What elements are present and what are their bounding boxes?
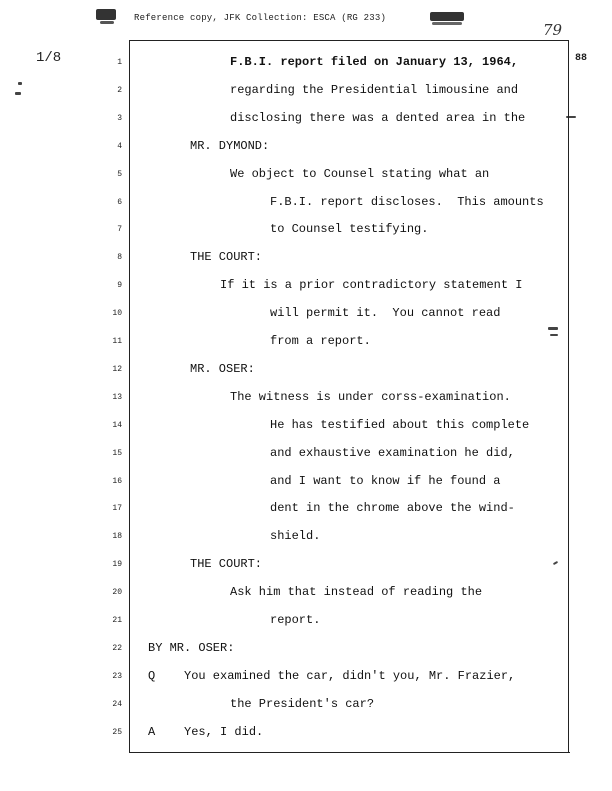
- transcript-line: BY MR. OSER:: [148, 640, 235, 655]
- line-number: 18: [112, 532, 122, 542]
- line-number: 3: [117, 113, 122, 123]
- transcript-line: A Yes, I did.: [148, 724, 264, 739]
- transcript-frame-right: [568, 40, 569, 752]
- margin-mark: 88: [575, 53, 588, 64]
- left-margin-smudge: [15, 92, 21, 95]
- transcript-line: to Counsel testifying.: [270, 222, 429, 237]
- transcript-line: MR. OSER:: [190, 361, 255, 376]
- redaction-stamp-left-underline: [100, 21, 114, 24]
- transcript-line: F.B.I. report filed on January 13, 1964,: [230, 55, 519, 69]
- transcript-line: from a report.: [270, 334, 371, 348]
- collection-header: Reference copy, JFK Collection: ESCA (RG 233): [134, 13, 387, 23]
- line-number: 11: [112, 337, 122, 346]
- transcript-line: and exhaustive examination he did,: [270, 445, 515, 460]
- transcript-line: He has testified about this complete: [270, 417, 530, 432]
- line-number: 16: [112, 476, 122, 486]
- transcript-line: The witness is under corss-examination.: [230, 389, 511, 404]
- transcript-line: Ask him that instead of reading the: [230, 585, 483, 600]
- left-margin-smudge: [18, 82, 22, 85]
- line-number: 9: [117, 281, 122, 291]
- transcript-line: THE COURT:: [190, 250, 263, 265]
- line-number: 2: [117, 85, 122, 95]
- line-number: 21: [112, 616, 122, 625]
- transcript-line: If it is a prior contradictory statement I: [220, 278, 523, 293]
- handwritten-page-number: 79: [543, 21, 563, 39]
- line-number: 4: [117, 141, 122, 151]
- line-number: 24: [112, 699, 122, 709]
- line-number: 25: [112, 727, 122, 737]
- line-number: 8: [117, 253, 122, 263]
- transcript-line: Q You examined the car, didn't you, Mr. Frazier,: [148, 668, 516, 683]
- line-number: 15: [112, 448, 122, 458]
- transcript-line: and I want to know if he found a: [270, 473, 501, 488]
- line-number: 6: [117, 197, 122, 207]
- line-number: 13: [112, 392, 122, 402]
- line-number: 7: [117, 225, 122, 235]
- line-number: 10: [112, 309, 122, 319]
- line-number: 19: [112, 560, 122, 570]
- redaction-stamp-left: [96, 9, 116, 20]
- transcript-line: F.B.I. report discloses. This amounts: [270, 194, 544, 209]
- line-number: 17: [112, 504, 122, 514]
- transcript-line: report.: [270, 613, 321, 627]
- line-number: 22: [112, 643, 122, 653]
- transcript-line: disclosing there was a dented area in the: [230, 110, 526, 125]
- redaction-stamp-right: [430, 12, 464, 21]
- redaction-stamp-right-underline: [432, 22, 462, 25]
- transcript-line: shield.: [270, 529, 321, 544]
- transcript-line: will permit it. You cannot read: [270, 306, 501, 321]
- line-number: 12: [112, 364, 122, 374]
- transcript-line: the President's car?: [230, 696, 375, 711]
- transcript-line: THE COURT:: [190, 557, 263, 572]
- transcript-line: dent in the chrome above the wind-: [270, 501, 515, 516]
- transcript-line: MR. DYMOND:: [190, 138, 270, 153]
- line-number: 14: [112, 420, 122, 430]
- transcript-line: We object to Counsel stating what an: [230, 166, 490, 181]
- page-fraction: 1/8: [36, 50, 62, 66]
- line-number: 5: [117, 169, 122, 179]
- transcript-line: regarding the Presidential limousine and: [230, 82, 519, 97]
- line-number: 20: [112, 588, 122, 598]
- line-number: 1: [117, 58, 122, 67]
- line-number: 23: [112, 671, 122, 681]
